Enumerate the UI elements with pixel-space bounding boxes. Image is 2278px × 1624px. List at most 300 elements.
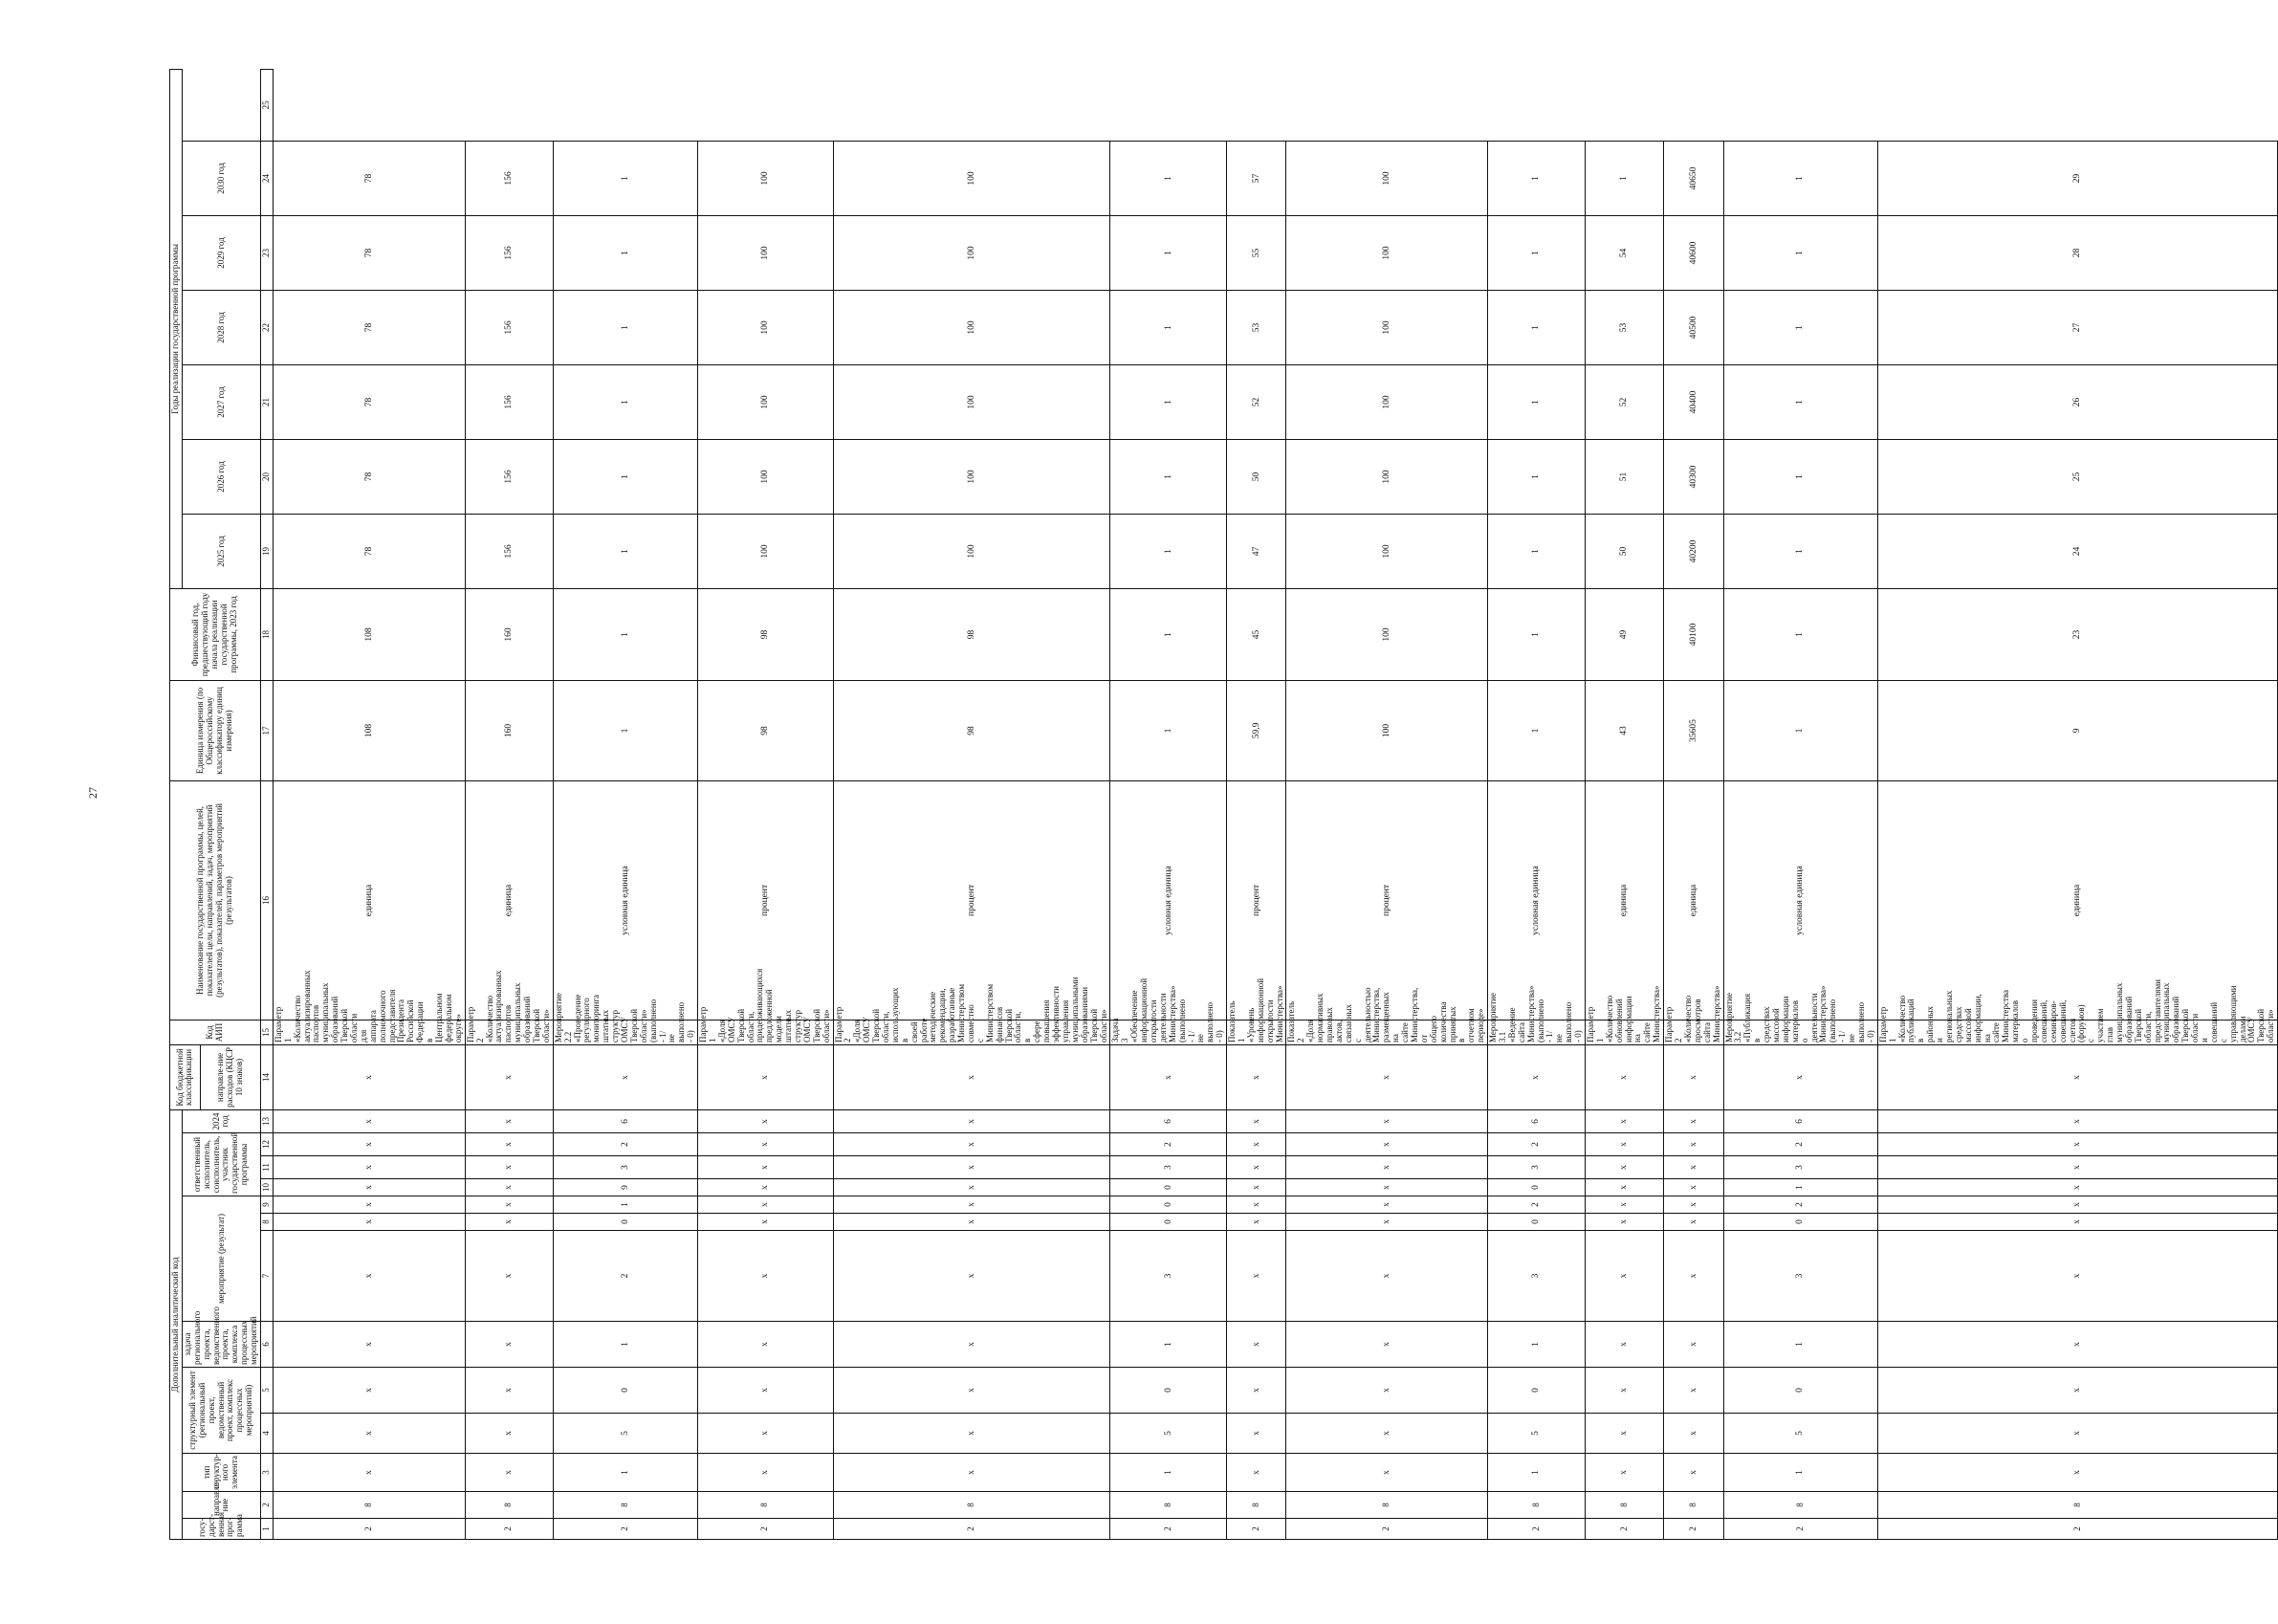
row-year-value: 100 bbox=[833, 290, 1110, 364]
row-year-value: 156 bbox=[465, 215, 553, 290]
column-number: 22 bbox=[261, 290, 274, 364]
row-code: 3 bbox=[1723, 1231, 1877, 1322]
table-row bbox=[1877, 69, 2277, 1539]
aip-cell: х bbox=[273, 1044, 465, 1109]
column-number-row bbox=[261, 69, 274, 1539]
row-code: х bbox=[1664, 1231, 1723, 1322]
row-code: х bbox=[1877, 1109, 2277, 1132]
row-code: х bbox=[1286, 1156, 1488, 1179]
row-code: х bbox=[698, 1454, 833, 1492]
row-code: х bbox=[1877, 1214, 2277, 1231]
row-code: 6 bbox=[553, 1109, 697, 1132]
row-year-value: 1 bbox=[1110, 364, 1227, 439]
row-year-value: 55 bbox=[1227, 215, 1286, 290]
row-year-value: 40600 bbox=[1664, 215, 1723, 290]
row-year-value: 160 bbox=[465, 588, 553, 680]
header-year-2027: 2027 год bbox=[182, 364, 260, 439]
row-year-value: 100 bbox=[698, 364, 833, 439]
row-code: 2 bbox=[1488, 1519, 1586, 1540]
row-code: х bbox=[273, 1133, 465, 1156]
row-code: х bbox=[1877, 1231, 2277, 1322]
column-number: 10 bbox=[261, 1179, 274, 1196]
row-code: х bbox=[833, 1133, 1110, 1156]
row-code: 0 bbox=[1110, 1368, 1227, 1414]
row-code: 8 bbox=[1286, 1492, 1488, 1519]
header-year-2025: 2025 год bbox=[182, 514, 260, 588]
row-code: 3 bbox=[1110, 1231, 1227, 1322]
row-code: 3 bbox=[1723, 1156, 1877, 1179]
row-base-value: 98 bbox=[698, 680, 833, 780]
row-code: х bbox=[1664, 1214, 1723, 1231]
column-number: 6 bbox=[261, 1322, 274, 1368]
row-code: 8 bbox=[1488, 1492, 1586, 1519]
row-year-value: 1 bbox=[1723, 364, 1877, 439]
column-number: 24 bbox=[261, 141, 274, 215]
row-code: х bbox=[465, 1179, 553, 1196]
row-code: 0 bbox=[1723, 1214, 1877, 1231]
row-code: х bbox=[1227, 1196, 1286, 1214]
row-code: 6 bbox=[1488, 1109, 1586, 1132]
row-code: 2 bbox=[1723, 1519, 1877, 1540]
row-code: х bbox=[1286, 1454, 1488, 1492]
row-year-value: 1 bbox=[1723, 141, 1877, 215]
row-year-value: 27 bbox=[1877, 290, 2277, 364]
row-code: х bbox=[1664, 1196, 1723, 1214]
header-fin-year: Финансовый год, предшествующий году начала реализации государственной программы, 2023 год bbox=[170, 588, 261, 680]
row-code: 5 bbox=[1723, 1414, 1877, 1454]
row-code: х bbox=[1227, 1414, 1286, 1454]
aip-cell: х bbox=[1227, 1044, 1286, 1109]
row-code: 8 bbox=[465, 1492, 553, 1519]
row-year-value: 23 bbox=[1877, 588, 2277, 680]
aip-cell: х bbox=[553, 1044, 697, 1109]
row-year-value: 1 bbox=[1488, 439, 1586, 514]
row-unit: единица bbox=[1664, 780, 1723, 1020]
row-base-value: 98 bbox=[833, 680, 1110, 780]
row-code: х bbox=[1664, 1368, 1723, 1414]
header-gov-program: госу-дарст-венная прог-рамма bbox=[182, 1519, 260, 1540]
row-name: Параметр 2 «Количество актуализированных паспортов муниципальных образований Тверской области» bbox=[465, 1020, 553, 1044]
row-year-value: 1 bbox=[1110, 514, 1227, 588]
row-code: х bbox=[1227, 1179, 1286, 1196]
row-code: 3 bbox=[1488, 1156, 1586, 1179]
row-year-value: 24 bbox=[1877, 514, 2277, 588]
table-row bbox=[1664, 69, 1723, 1539]
row-code: х bbox=[1586, 1214, 1664, 1231]
row-code: 6 bbox=[1723, 1109, 1877, 1132]
row-year-value: 52 bbox=[1227, 364, 1286, 439]
row-year-value: 1 bbox=[1488, 364, 1586, 439]
header-unit: Единица измерения (по Общероссийскому классификатору единиц измерения) bbox=[170, 680, 261, 780]
row-year-value: 49 bbox=[1586, 588, 1664, 680]
column-number: 11 bbox=[261, 1156, 274, 1179]
row-code: 1 bbox=[1488, 1454, 1586, 1492]
row-code: 2 bbox=[1286, 1519, 1488, 1540]
row-year-value: 100 bbox=[833, 215, 1110, 290]
row-code: х bbox=[833, 1414, 1110, 1454]
row-base-value: 35605 bbox=[1664, 680, 1723, 780]
row-year-value: 29 bbox=[1877, 141, 2277, 215]
row-code: х bbox=[698, 1414, 833, 1454]
row-unit: условная единица bbox=[1723, 780, 1877, 1020]
row-code: 2 bbox=[553, 1519, 697, 1540]
row-year-value: 100 bbox=[1286, 364, 1488, 439]
row-year-value: 1 bbox=[553, 588, 697, 680]
row-code: х bbox=[833, 1231, 1110, 1322]
row-year-value: 26 bbox=[1877, 364, 2277, 439]
column-number: 16 bbox=[261, 780, 274, 1020]
row-code: х bbox=[465, 1454, 553, 1492]
row-year-value: 53 bbox=[1227, 290, 1286, 364]
row-code: х bbox=[698, 1179, 833, 1196]
row-base-value: 108 bbox=[273, 680, 465, 780]
row-code: х bbox=[1664, 1156, 1723, 1179]
column-number: 4 bbox=[261, 1414, 274, 1454]
column-number: 13 bbox=[261, 1109, 274, 1132]
row-year-value: 98 bbox=[698, 588, 833, 680]
row-year-value: 40650 bbox=[1664, 141, 1723, 215]
row-code: х bbox=[273, 1368, 465, 1414]
aip-cell: х bbox=[833, 1044, 1110, 1109]
column-number: 9 bbox=[261, 1196, 274, 1214]
row-code: х bbox=[1664, 1179, 1723, 1196]
table-row bbox=[553, 69, 697, 1539]
row-year-value: 1 bbox=[553, 290, 697, 364]
row-code: х bbox=[833, 1109, 1110, 1132]
column-number: 14 bbox=[261, 1044, 274, 1109]
row-code: х bbox=[833, 1368, 1110, 1414]
row-year-value: 1 bbox=[553, 141, 697, 215]
row-code: х bbox=[1586, 1133, 1664, 1156]
row-code: х bbox=[273, 1109, 465, 1132]
header-aip-code: Код АИП bbox=[170, 1020, 261, 1044]
row-code: х bbox=[465, 1322, 553, 1368]
row-name: Задача 3 «Обеспечение информационной открытости деятельности Министерства» (выполнено - 1/не выполнено - 0) bbox=[1110, 1020, 1227, 1044]
column-number: 20 bbox=[261, 439, 274, 514]
row-code: х bbox=[1664, 1322, 1723, 1368]
row-year-value: 78 bbox=[273, 141, 465, 215]
row-code: 0 bbox=[1488, 1179, 1586, 1196]
row-code: х bbox=[698, 1196, 833, 1214]
header-year-2026: 2026 год bbox=[182, 439, 260, 514]
row-unit: условная единица bbox=[1488, 780, 1586, 1020]
row-code: 0 bbox=[1488, 1368, 1586, 1414]
row-year-value: 40400 bbox=[1664, 364, 1723, 439]
row-code: 1 bbox=[553, 1454, 697, 1492]
row-year-value: 50 bbox=[1586, 514, 1664, 588]
row-code: х bbox=[465, 1156, 553, 1179]
row-year-value: 78 bbox=[273, 215, 465, 290]
header-row-1 bbox=[170, 69, 183, 1539]
row-unit: процент bbox=[1286, 780, 1488, 1020]
row-code: 2 bbox=[553, 1231, 697, 1322]
aip-cell: х bbox=[1664, 1044, 1723, 1109]
row-code: х bbox=[1586, 1322, 1664, 1368]
row-code: 0 bbox=[1110, 1196, 1227, 1214]
row-year-value: 100 bbox=[1286, 141, 1488, 215]
row-code: 0 bbox=[1488, 1214, 1586, 1231]
table-row bbox=[1286, 69, 1488, 1539]
row-code: х bbox=[1877, 1133, 2277, 1156]
row-unit: единица bbox=[273, 780, 465, 1020]
row-year-value: 47 bbox=[1227, 514, 1286, 588]
row-code: х bbox=[1664, 1414, 1723, 1454]
row-year-value: 100 bbox=[698, 290, 833, 364]
row-base-value: 100 bbox=[1286, 680, 1488, 780]
row-code: х bbox=[273, 1196, 465, 1214]
row-base-value: 160 bbox=[465, 680, 553, 780]
row-year-value: 51 bbox=[1586, 439, 1664, 514]
header-responsible: ответственный исполнитель, соисполнитель, участник государственной программы bbox=[182, 1133, 260, 1196]
row-name: Параметр 1 «Доля ОМСУ Тверской области, придерживающихся предложенной модели штатных структур ОМСУ Тверской области» bbox=[698, 1020, 833, 1044]
column-number: 5 bbox=[261, 1368, 274, 1414]
row-unit: единица bbox=[1586, 780, 1664, 1020]
row-name: Мероприятие 3.2 «Публикация в средствах массовой информации материалов о деятельности Министерства» (выполнено - 1/не выполнено - 0) bbox=[1723, 1020, 1877, 1044]
table-row bbox=[833, 69, 1110, 1539]
column-number: 18 bbox=[261, 588, 274, 680]
row-code: 0 bbox=[1110, 1179, 1227, 1196]
column-number: 1 bbox=[261, 1519, 274, 1540]
column-number: 8 bbox=[261, 1214, 274, 1231]
row-year-value: 57 bbox=[1227, 141, 1286, 215]
row-code: х bbox=[833, 1214, 1110, 1231]
row-code: х bbox=[1286, 1196, 1488, 1214]
header-additional-code: Дополнительный аналитический код bbox=[170, 1109, 183, 1539]
row-base-value: 1 bbox=[1488, 680, 1586, 780]
row-code: х bbox=[833, 1196, 1110, 1214]
row-code: 8 bbox=[1586, 1492, 1664, 1519]
row-code: х bbox=[1586, 1196, 1664, 1214]
row-unit: процент bbox=[833, 780, 1110, 1020]
row-code: х bbox=[465, 1109, 553, 1132]
table-row bbox=[1227, 69, 1286, 1539]
row-year-value: 156 bbox=[465, 290, 553, 364]
row-code: 2 bbox=[1877, 1519, 2277, 1540]
row-code: 2 bbox=[833, 1519, 1110, 1540]
row-year-value: 1 bbox=[1488, 215, 1586, 290]
row-code: х bbox=[1227, 1214, 1286, 1231]
table-row bbox=[1488, 69, 1586, 1539]
column-number: 19 bbox=[261, 514, 274, 588]
row-year-value: 1 bbox=[1110, 141, 1227, 215]
row-unit: единица bbox=[1877, 780, 2277, 1020]
row-year-value: 100 bbox=[698, 141, 833, 215]
aip-cell: х bbox=[1110, 1044, 1227, 1109]
row-code: х bbox=[698, 1133, 833, 1156]
row-year-value: 100 bbox=[698, 514, 833, 588]
row-code: 2 bbox=[1723, 1196, 1877, 1214]
header-task: задача регионального проекта, ведомственного проекта, комплекса процессных мероприятий bbox=[182, 1322, 260, 1368]
row-code: 2 bbox=[1488, 1196, 1586, 1214]
row-base-value: 43 bbox=[1586, 680, 1664, 780]
row-code: х bbox=[1586, 1414, 1664, 1454]
page-number: 27 bbox=[86, 787, 99, 799]
row-code: 0 bbox=[553, 1214, 697, 1231]
row-code: 2 bbox=[1488, 1133, 1586, 1156]
row-code: х bbox=[1877, 1414, 2277, 1454]
row-code: х bbox=[1227, 1156, 1286, 1179]
row-year-value: 52 bbox=[1586, 364, 1664, 439]
row-base-value: 1 bbox=[553, 680, 697, 780]
row-code: х bbox=[698, 1156, 833, 1179]
row-code: х bbox=[273, 1322, 465, 1368]
aip-cell: х bbox=[1877, 1044, 2277, 1109]
column-number: 3 bbox=[261, 1454, 274, 1492]
row-code: 1 bbox=[1723, 1179, 1877, 1196]
row-year-value: 1 bbox=[1110, 588, 1227, 680]
header-direction: направле-ние bbox=[182, 1492, 260, 1519]
row-code: х bbox=[698, 1231, 833, 1322]
rotated-table-wrapper bbox=[169, 100, 2276, 1540]
row-year-value: 25 bbox=[1877, 439, 2277, 514]
row-code: 2 bbox=[1110, 1133, 1227, 1156]
row-code: 5 bbox=[1488, 1414, 1586, 1454]
row-name: Мероприятие 2.2 «Проведение регулярного мониторинга штатных структур ОМСУ Тверской области» (выполнено - 1/не выполнено - 0) bbox=[553, 1020, 697, 1044]
header-struct-type: тип структур-ного элемента bbox=[182, 1454, 260, 1492]
row-code: 1 bbox=[1723, 1454, 1877, 1492]
row-year-value: 1 bbox=[553, 215, 697, 290]
row-code: 6 bbox=[1110, 1109, 1227, 1132]
row-code: 2 bbox=[1110, 1519, 1227, 1540]
row-code: 0 bbox=[1723, 1368, 1877, 1414]
row-code: 1 bbox=[1723, 1322, 1877, 1368]
row-name: Параметр 1 «Количество обновлений информации на сайте Министерства» bbox=[1586, 1020, 1664, 1044]
row-year-value: 100 bbox=[1286, 215, 1488, 290]
row-code: х bbox=[1227, 1231, 1286, 1322]
aip-cell: х bbox=[1723, 1044, 1877, 1109]
row-code: х bbox=[833, 1454, 1110, 1492]
row-code: х bbox=[1227, 1368, 1286, 1414]
row-code: 1 bbox=[553, 1322, 697, 1368]
row-code: х bbox=[1227, 1109, 1286, 1132]
row-year-value: 100 bbox=[1286, 290, 1488, 364]
header-years-group: Годы реализации государственной программы bbox=[170, 69, 183, 588]
row-year-value: 1 bbox=[1110, 290, 1227, 364]
row-code: 0 bbox=[553, 1368, 697, 1414]
header-year-2029: 2029 год bbox=[182, 215, 260, 290]
row-year-value: 98 bbox=[833, 588, 1110, 680]
row-code: х bbox=[1586, 1368, 1664, 1414]
row-code: х bbox=[1586, 1179, 1664, 1196]
row-code: х bbox=[1286, 1214, 1488, 1231]
row-year-value: 1 bbox=[1488, 290, 1586, 364]
row-unit: единица bbox=[465, 780, 553, 1020]
row-year-value: 1 bbox=[1723, 439, 1877, 514]
row-year-value: 100 bbox=[833, 439, 1110, 514]
row-code: х bbox=[1877, 1454, 2277, 1492]
column-number: 15 bbox=[261, 1020, 274, 1044]
row-year-value: 50 bbox=[1227, 439, 1286, 514]
row-code: х bbox=[1664, 1133, 1723, 1156]
row-base-value: 59,9 bbox=[1227, 680, 1286, 780]
header-year-2030: 2030 год bbox=[182, 141, 260, 215]
row-year-value: 100 bbox=[1286, 514, 1488, 588]
row-code: х bbox=[1586, 1109, 1664, 1132]
header-year-2024: 2024 год bbox=[182, 1109, 260, 1132]
row-year-value: 100 bbox=[698, 439, 833, 514]
row-code: х bbox=[1227, 1133, 1286, 1156]
row-name: Показатель 2 «Доля нормативных правовых актов, связанных с деятельностью Министерства, размещенных на сайте Министерства, от общего количества принятых в отчетном периоде» bbox=[1286, 1020, 1488, 1044]
row-year-value: 156 bbox=[465, 514, 553, 588]
table-row bbox=[1723, 69, 1877, 1539]
column-number: 2 bbox=[261, 1492, 274, 1519]
row-code: х bbox=[273, 1214, 465, 1231]
column-number: 17 bbox=[261, 680, 274, 780]
row-code: х bbox=[1286, 1133, 1488, 1156]
row-year-value: 108 bbox=[273, 588, 465, 680]
row-code: 2 bbox=[1586, 1519, 1664, 1540]
program-table bbox=[169, 69, 2278, 1540]
row-year-value: 54 bbox=[1586, 215, 1664, 290]
header-struct-element: структурный элемент (региональный проект, ведомственный проект, комплекс процессных мероприятий) bbox=[182, 1368, 260, 1454]
row-year-value: 1 bbox=[1586, 141, 1664, 215]
row-year-value: 100 bbox=[1286, 588, 1488, 680]
column-number: 12 bbox=[261, 1133, 274, 1156]
row-year-value: 40200 bbox=[1664, 514, 1723, 588]
row-code: х bbox=[1286, 1109, 1488, 1132]
row-code: х bbox=[833, 1322, 1110, 1368]
row-code: х bbox=[273, 1179, 465, 1196]
row-code: х bbox=[1877, 1196, 2277, 1214]
row-unit: условная единица bbox=[1110, 780, 1227, 1020]
header-expense-dir: направле-ние расходов (КЦСР 10 знаков) bbox=[200, 1044, 260, 1109]
row-year-value: 53 bbox=[1586, 290, 1664, 364]
row-code: 2 bbox=[465, 1519, 553, 1540]
row-code: 8 bbox=[1877, 1492, 2277, 1519]
row-code: х bbox=[465, 1414, 553, 1454]
row-code: 2 bbox=[698, 1519, 833, 1540]
row-code: х bbox=[698, 1109, 833, 1132]
row-code: х bbox=[1286, 1322, 1488, 1368]
row-code: 2 bbox=[553, 1133, 697, 1156]
row-code: х bbox=[1877, 1179, 2277, 1196]
row-year-value: 100 bbox=[833, 514, 1110, 588]
row-year-value: 100 bbox=[833, 364, 1110, 439]
row-code: 5 bbox=[1110, 1414, 1227, 1454]
row-code: 2 bbox=[273, 1519, 465, 1540]
row-unit: процент bbox=[1227, 780, 1286, 1020]
row-code: х bbox=[1286, 1414, 1488, 1454]
row-code: х bbox=[833, 1156, 1110, 1179]
row-code: 8 bbox=[1110, 1492, 1227, 1519]
row-year-value: 1 bbox=[1110, 215, 1227, 290]
row-code: х bbox=[465, 1133, 553, 1156]
row-year-value: 156 bbox=[465, 439, 553, 514]
row-year-value: 40500 bbox=[1664, 290, 1723, 364]
row-code: 1 bbox=[1488, 1322, 1586, 1368]
row-code: х bbox=[1286, 1231, 1488, 1322]
row-code: х bbox=[1227, 1454, 1286, 1492]
row-year-value: 100 bbox=[1286, 439, 1488, 514]
row-year-value: 45 bbox=[1227, 588, 1286, 680]
aip-cell: х bbox=[698, 1044, 833, 1109]
row-code: х bbox=[1877, 1368, 2277, 1414]
row-year-value: 1 bbox=[1723, 514, 1877, 588]
row-year-value: 156 bbox=[465, 141, 553, 215]
row-code: х bbox=[465, 1231, 553, 1322]
row-code: 1 bbox=[1110, 1322, 1227, 1368]
row-code: х bbox=[698, 1322, 833, 1368]
row-code: 8 bbox=[1723, 1492, 1877, 1519]
row-code: х bbox=[1586, 1454, 1664, 1492]
row-code: х bbox=[698, 1368, 833, 1414]
row-year-value: 1 bbox=[553, 364, 697, 439]
row-code: 9 bbox=[553, 1179, 697, 1196]
header-year-2028: 2028 год bbox=[182, 290, 260, 364]
aip-cell: х bbox=[1488, 1044, 1586, 1109]
row-year-value: 28 bbox=[1877, 215, 2277, 290]
table-row bbox=[1586, 69, 1664, 1539]
